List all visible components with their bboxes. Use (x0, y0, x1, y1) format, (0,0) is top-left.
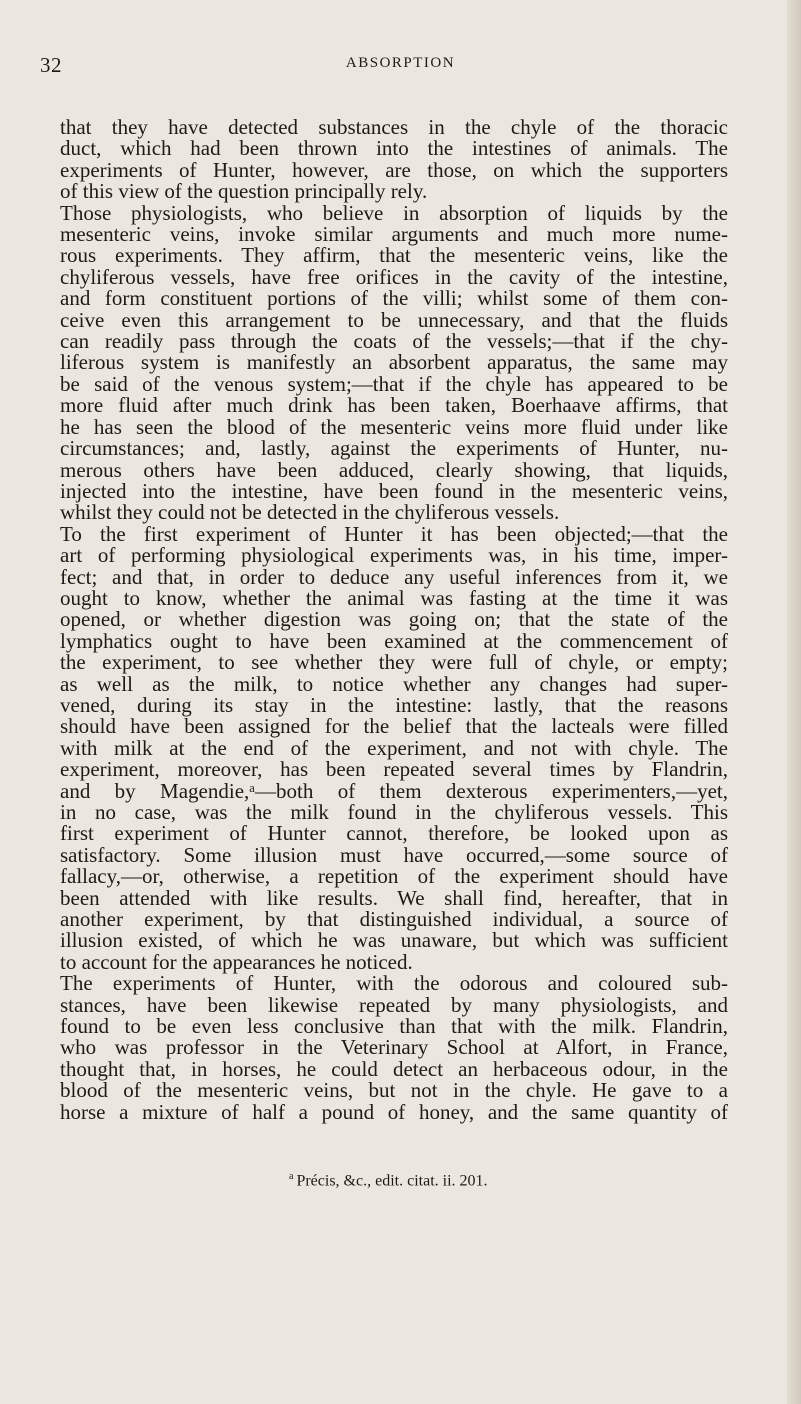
text-line: fect; and that, in order to deduce any useful inferences from it, we (60, 564, 728, 589)
footnote (289, 1171, 488, 1190)
text-line: ought to know, whether the animal was fasting at the time it was (60, 585, 728, 610)
text-line: satisfactory. Some illusion must have occurred,—some source of (60, 842, 728, 867)
text-line: Those physiologists, who believe in absorption of liquids by the (60, 200, 728, 225)
text-line: merous others have been adduced, clearly showing, that liquids, (60, 457, 728, 482)
text-line: should have been assigned for the belief that the lacteals were filled (60, 714, 728, 739)
text-line: be said of the venous system;—that if the chyle has appeared to be (60, 371, 728, 396)
footnote-marker: a (289, 1171, 294, 1182)
text-line: more fluid after much drink has been taken, Boerhaave affirms, that (60, 393, 728, 418)
text-line: another experiment, by that distinguished individual, a source of (60, 907, 728, 932)
text-line: duct, which had been thrown into the intestines of animals. The (60, 136, 728, 161)
text-line: found to be even less conclusive than that with the milk. Flandrin, (60, 1014, 728, 1039)
text-line: art of performing physiological experiments was, in his time, imper- (60, 543, 728, 568)
page-gutter-shadow (787, 0, 801, 1404)
text-line: and by Magendie,ᵃ—both of them dexterous experimenters,—yet, (60, 778, 728, 803)
text-line: opened, or whether digestion was going on; that the state of the (60, 607, 728, 632)
text-line: can readily pass through the coats of the vessels;—that if the chy- (60, 329, 728, 354)
text-line: experiment, moreover, has been repeated several times by Flandrin, (60, 757, 728, 782)
text-line: illusion existed, of which he was unaware, but which was sufficient (60, 928, 728, 953)
text-line: horse a mixture of half a pound of honey, and the same quantity of (60, 1099, 728, 1124)
text-line: who was professor in the Veterinary School at Alfort, in France, (60, 1035, 728, 1060)
text-line: ceive even this arrangement to be unnecessary, and that the fluids (60, 307, 728, 332)
text-line: experiments of Hunter, however, are those, on which the supporters (60, 157, 728, 182)
text-line: The experiments of Hunter, with the odorous and coloured sub- (60, 971, 728, 996)
text-line: the experiment, to see whether they were full of chyle, or empty; (60, 650, 728, 675)
text-line: liferous system is manifestly an absorbent apparatus, the same may (60, 350, 728, 375)
text-line: blood of the mesenteric veins, but not in the chyle. He gave to a (60, 1078, 728, 1103)
text-line: with milk at the end of the experiment, and not with chyle. The (60, 735, 728, 760)
text-line: circumstances; and, lastly, against the experiments of Hunter, nu- (60, 436, 728, 461)
text-line: and form constituent portions of the villi; whilst some of them con- (60, 286, 728, 311)
text-line: injected into the intestine, have been found in the mesenteric veins, (60, 478, 728, 503)
text-line: been attended with like results. We shall find, hereafter, that in (60, 885, 728, 910)
text-line: first experiment of Hunter cannot, therefore, be looked upon as (60, 821, 728, 846)
footnote-text: Précis, &c., edit. citat. ii. 201. (296, 1172, 488, 1190)
text-line: vened, during its stay in the intestine: lastly, that the reasons (60, 692, 728, 717)
text-line: that they have detected substances in the chyle of the thoracic (60, 115, 728, 139)
body-text (60, 117, 728, 1123)
text-line: rous experiments. They affirm, that the mesenteric veins, like the (60, 243, 728, 268)
text-line: in no case, was the milk found in the chyliferous vessels. This (60, 800, 728, 824)
text-line: he has seen the blood of the mesenteric veins more fluid under like (60, 414, 728, 439)
text-line: thought that, in horses, he could detect an herbaceous odour, in the (60, 1056, 728, 1081)
text-line: chyliferous vessels, have free orifices in the cavity of the intestine, (60, 264, 728, 289)
text-line: stances, have been likewise repeated by many physiologists, and (60, 992, 728, 1017)
text-line: to account for the appearances he noticed. (60, 949, 413, 974)
text-line: whilst they could not be detected in the chyliferous vessels. (60, 500, 560, 525)
text-line: fallacy,—or, otherwise, a repetition of the experiment should have (60, 864, 728, 889)
text-line: To the first experiment of Hunter it has been objected;—that the (60, 521, 728, 546)
text-line: lymphatics ought to have been examined at the commencement of (60, 628, 728, 653)
text-line: of this view of the question principally rely. (60, 179, 428, 204)
page-number: 32 (40, 53, 62, 77)
text-line: as well as the milk, to notice whether any changes had super- (60, 671, 728, 696)
running-title: ABSORPTION (345, 55, 456, 71)
text-line: mesenteric veins, invoke similar arguments and much more nume- (60, 222, 728, 247)
